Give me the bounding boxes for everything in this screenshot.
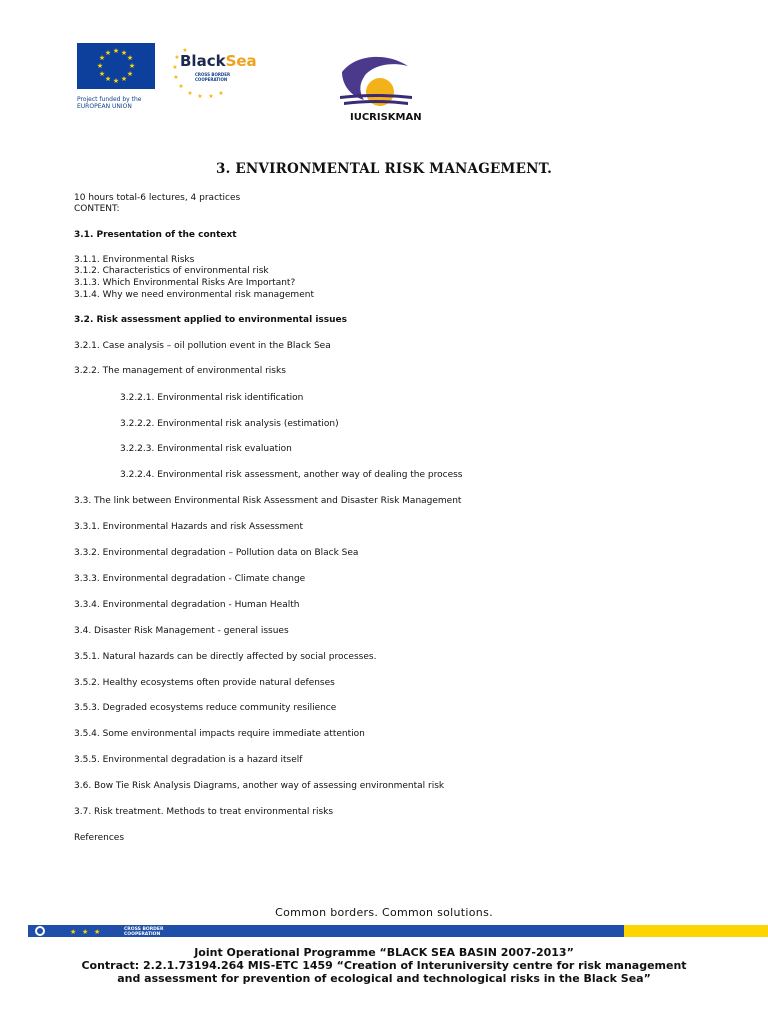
svg-text:★: ★ [120, 75, 128, 83]
footer-bar-label-line1: CROSS BORDER [124, 927, 164, 932]
iucriskman-dolphin-logo [336, 52, 416, 112]
page-title: 3. ENVIRONMENTAL RISK MANAGEMENT. [215, 161, 553, 177]
outline-item: 3.3.1. Environmental Hazards and risk Assessment [74, 522, 304, 532]
outline-item: 3.3.4. Environmental degradation - Human Health [74, 600, 300, 610]
section-heading: 3.2. Risk assessment applied to environmental issues [74, 315, 347, 325]
iucriskman-label: IUCRISKMAN [350, 112, 422, 123]
blacksea-wordmark [180, 52, 257, 70]
svg-text:★: ★ [104, 49, 112, 57]
blacksea-word-sea: Sea [225, 52, 257, 70]
outline-item: 3.1.2. Characteristics of environmental risk [74, 266, 269, 276]
outline-subitem: 3.2.2.1. Environmental risk identification [120, 393, 304, 403]
intro-hours: 10 hours total-6 lectures, 4 practices [74, 193, 241, 203]
svg-text:★: ★ [98, 70, 106, 78]
blacksea-word-black: Black [180, 52, 226, 70]
eu-caption-line: Project funded by the [77, 96, 142, 103]
footer-programme: Joint Operational Programme “BLACK SEA BASIN 2007-2013” [194, 946, 574, 959]
outline-item: 3.4. Disaster Risk Management - general issues [74, 626, 289, 636]
outline-item: 3.5.3. Degraded ecosystems reduce community resilience [74, 703, 337, 713]
footer-contract: Contract: 2.2.1.73194.264 MIS-ETC 1459 “Creation of Interuniversity centre for risk management [81, 959, 687, 972]
footer-contract-info [0, 946, 768, 985]
footer-contract-cont: and assessment for prevention of ecological and technological risks in the Black Sea” [117, 972, 651, 985]
eu-caption-line: EUROPEAN UNION [77, 103, 132, 110]
svg-text:★: ★ [178, 83, 184, 90]
outline-subitem: 3.2.2.3. Environmental risk evaluation [120, 444, 292, 454]
outline-item: 3.5.4. Some environmental impacts require immediate attention [74, 729, 365, 739]
blacksea-subtitle-line: CROSS BORDER [195, 72, 231, 77]
page-header [0, 0, 768, 135]
outline-item: 3.3. The link between Environmental Risk Assessment and Disaster Risk Management [74, 496, 462, 506]
svg-text:★: ★ [197, 93, 203, 100]
svg-text:★: ★ [182, 47, 188, 54]
eu-flag-logo [77, 43, 155, 89]
svg-text:★: ★ [173, 74, 179, 81]
svg-text:★: ★ [104, 75, 112, 83]
intro-content-label: CONTENT: [74, 204, 120, 214]
svg-text:★: ★ [128, 62, 136, 70]
outline-item: 3.7. Risk treatment. Methods to treat environmental risks [74, 807, 334, 817]
svg-text:★: ★ [82, 928, 89, 936]
outline-item: 3.3.2. Environmental degradation – Pollution data on Black Sea [74, 548, 359, 558]
svg-text:★: ★ [218, 90, 224, 97]
outline-item: 3.5.2. Healthy ecosystems often provide natural defenses [74, 678, 335, 688]
references-label: References [74, 833, 125, 843]
svg-text:★: ★ [70, 928, 77, 936]
outline-item: 3.5.5. Environmental degradation is a hazard itself [74, 755, 303, 765]
svg-text:★: ★ [98, 54, 106, 62]
outline-item: 3.1.3. Which Environmental Risks Are Important? [74, 278, 296, 288]
svg-text:★: ★ [126, 54, 134, 62]
svg-text:★: ★ [208, 93, 214, 100]
svg-text:★: ★ [120, 49, 128, 57]
outline-item: 3.2.2. The management of environmental risks [74, 366, 286, 376]
outline-subitem: 3.2.2.4. Environmental risk assessment, another way of dealing the process [120, 470, 463, 480]
outline-item: 3.2.1. Case analysis – oil pollution event in the Black Sea [74, 341, 331, 351]
outline-subitem: 3.2.2.2. Environmental risk analysis (estimation) [120, 419, 339, 429]
svg-text:★: ★ [174, 54, 180, 61]
svg-text:★: ★ [172, 64, 178, 71]
footer-bar-label-line2: COOPERATION [124, 932, 161, 937]
eu-caption [77, 96, 167, 110]
footer-slogan: Common borders. Common solutions. [275, 906, 493, 919]
outline-item: 3.1.1. Environmental Risks [74, 255, 195, 265]
blacksea-subtitle-line: COOPERATION [195, 77, 228, 82]
outline-item: 3.3.3. Environmental degradation - Climate change [74, 574, 306, 584]
svg-text:★: ★ [187, 90, 193, 97]
svg-text:★: ★ [96, 62, 104, 70]
svg-text:★: ★ [94, 928, 101, 936]
footer-cooperation-bar [28, 922, 768, 937]
outline-item: 3.6. Bow Tie Risk Analysis Diagrams, another way of assessing environmental risk [74, 781, 445, 791]
svg-text:★: ★ [112, 47, 120, 55]
svg-text:★: ★ [126, 70, 134, 78]
outline-item: 3.1.4. Why we need environmental risk management [74, 290, 314, 300]
blacksea-subtitle [195, 72, 230, 82]
outline-item: 3.5.1. Natural hazards can be directly affected by social processes. [74, 652, 377, 662]
svg-text:★: ★ [112, 77, 120, 85]
section-heading: 3.1. Presentation of the context [74, 230, 237, 240]
